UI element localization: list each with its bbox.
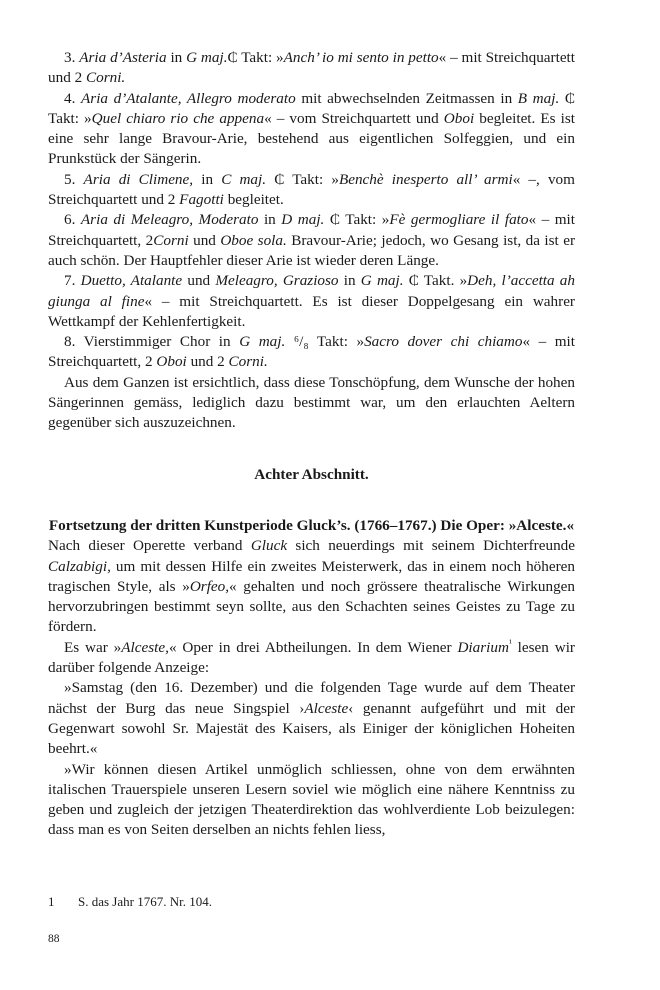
text-run: und (188, 231, 221, 249)
italic-run: G maj. (186, 49, 228, 66)
body-paragraph (48, 536, 575, 637)
text-run: « – vom Streichquartett und (264, 109, 444, 127)
text-run: Es war » (64, 638, 122, 656)
footnote-text: S. das Jahr 1767. Nr. 104. (78, 894, 212, 909)
aria-paragraph (48, 332, 575, 373)
text-run: « – mit Streichquartett und 2 (48, 49, 575, 87)
italic-run: Deh, l’accetta ah giunga al fine (48, 272, 575, 310)
text-run: 7. (64, 272, 81, 290)
text-run: mit abwechselnden Zeitmassen in (295, 89, 518, 107)
text-run: ₵ Takt: » (324, 211, 390, 229)
text-run: 6. (64, 211, 81, 229)
text-run: ‹ genannt aufgeführt und mit der Gegenwart sowohl Sr. Majestät des Kaisers, als Einiger der königlichen Hoheiten beehrt.« (48, 699, 575, 758)
italic-run: Anch’ io mi sento in petto (283, 49, 439, 66)
text-run: « gehalten und noch grössere theatralische Wirkungen hervorzubringen bestimmt seyn sollte, aus den Schachten seines Geistes zu Tage zu fördern. (48, 577, 575, 636)
italic-run: Diarium (457, 638, 509, 656)
aria-paragraph (48, 373, 575, 434)
text-run: ₵ Takt: » (48, 89, 576, 127)
italic-run: B maj. (517, 89, 560, 107)
italic-run: G maj. (360, 272, 404, 290)
text-run: Nach dieser Operette verband (48, 537, 251, 555)
text-run: und (182, 272, 216, 290)
page-body (48, 48, 575, 841)
italic-run: Calzabigi, (48, 557, 111, 575)
footnote-number: 1 (48, 894, 55, 909)
text-run: in (166, 49, 187, 66)
aria-paragraph (48, 48, 575, 89)
italic-run: Gluck (250, 537, 288, 555)
italic-run: Alceste (304, 699, 349, 717)
text-run: lesen wir darüber folgende Anzeige: (48, 638, 575, 677)
italic-run: G maj. (239, 333, 286, 351)
italic-run: Fagotti (179, 191, 224, 209)
text-run: « –, vom Streichquartett und 2 (48, 170, 575, 209)
text-run: sich neuerdings mit seinem Dichterfreunde (287, 537, 575, 555)
text-run: 5. (64, 170, 84, 188)
italic-run: Orfeo, (189, 577, 230, 595)
text-run: in (338, 272, 361, 290)
italic-run: Oboe sola. (220, 231, 287, 249)
text-run: 3. (64, 49, 80, 66)
italic-run: Oboi (156, 353, 187, 371)
body-paragraph (48, 678, 575, 759)
text-run: « – mit Streichquartett, 2 (48, 333, 575, 371)
italic-run: Meleagro, Grazioso (215, 272, 339, 290)
text-run: 8. Vierstimmiger Chor in (64, 333, 240, 351)
text-run: « – mit Streichquartett. Es ist dieser Doppelgesang ein wahrer Wettkampf der Kehlenfertigkeit. (48, 292, 575, 330)
text-run: in (193, 170, 222, 188)
text-run: »Samstag (den 16. Dezember) und die folgenden Tage wurde auf dem Theater nächst der Burg das neue Singspiel › (48, 679, 575, 717)
page-number: 88 (48, 933, 60, 945)
body-paragraph (48, 638, 575, 679)
italic-run: Duetto, Atalante (80, 272, 183, 290)
footnote (48, 893, 575, 911)
text-run: Aus dem Ganzen ist ersichtlich, dass diese Tonschöpfung, dem Wunsche der hohen Sängerinnen gemäss, lediglich dazu bestimmt war, um den erlauchten Aeltern gegenüber sich auszuzeichnen. (48, 373, 575, 432)
text-run: 4. (64, 89, 82, 107)
text-run: und 2 (186, 353, 229, 371)
arias-list (48, 48, 575, 434)
body-paragraph (48, 760, 575, 841)
italic-run: Corni. (228, 353, 268, 371)
italic-run: D maj. (281, 211, 325, 229)
text-run: « – mit Streichquartett, 2 (48, 211, 575, 249)
italic-run: Benchè inesperto all’ armi (338, 170, 513, 188)
italic-run: Alceste, (121, 638, 169, 656)
aria-paragraph (48, 89, 575, 170)
text-run: ₵ Takt. » (403, 272, 468, 290)
text-run: ₵ Takt: » (266, 170, 339, 188)
text-run: begleitet. Es ist eine sehr lange Bravour-Arie, bestehend aus eigentlichen Solfeggien, und ein Prunkstück der Sängerin. (48, 109, 576, 168)
italic-run: Aria d’Atalante, Allegro moderato (81, 89, 296, 107)
italic-run: Oboi (443, 109, 475, 127)
italic-run: Aria di Meleagro, Moderato (80, 211, 259, 229)
aria-paragraph (48, 210, 575, 271)
italic-run: Sacro dover chi chiamo (364, 333, 523, 351)
text-run: in (258, 211, 282, 229)
italic-run: Corni. (85, 69, 126, 87)
text-run: Bravour-Arie; jedoch, wo Gesang ist, da ist er auch schön. Der Hauptfehler dieser Arie ist wieder deren Länge. (48, 231, 576, 269)
italic-run: Fè germogliare il fato (389, 211, 529, 229)
text-run: ⁶/₈ Takt: » (285, 333, 365, 351)
italic-run: Quel chiaro rio che appena (91, 109, 265, 127)
footnote-ref: ¹ (508, 638, 512, 649)
italic-run: Aria di Climene, (83, 170, 194, 188)
section-subtitle: Fortsetzung der dritten Kunstperiode Gluck’s. (1766–1767.) Die Oper: »Alceste.« (48, 516, 575, 534)
section-heading: Achter Abschnitt. (254, 465, 369, 483)
italic-run: Corni (153, 231, 189, 249)
text-run: « Oper in drei Abtheilungen. In dem Wiener (168, 638, 458, 656)
text-run: um mit dessen Hilfe ein zweites Meisterwerk, das in einem noch höheren tragischen Style, als » (48, 557, 575, 595)
text-run: begleitet. (223, 191, 284, 209)
aria-paragraph (48, 271, 575, 332)
text-run: ₵ Takt: » (227, 49, 284, 66)
aria-paragraph (48, 170, 575, 211)
text-run: »Wir können diesen Artikel unmöglich schliessen, ohne von dem erwähnten italischen Trauerspiele unseren Lesern soviel wie möglich eine nähere Kenntniss zu geben und zugleich der jetzigen Theaterdirektion das wohlverdiente Lob beizulegen: dass man es von Seiten derselben an nichts fehlen liess, (48, 760, 575, 839)
italic-run: C maj. (221, 170, 267, 188)
italic-run: Aria d’Asteria (79, 49, 167, 66)
body-text (48, 536, 575, 840)
